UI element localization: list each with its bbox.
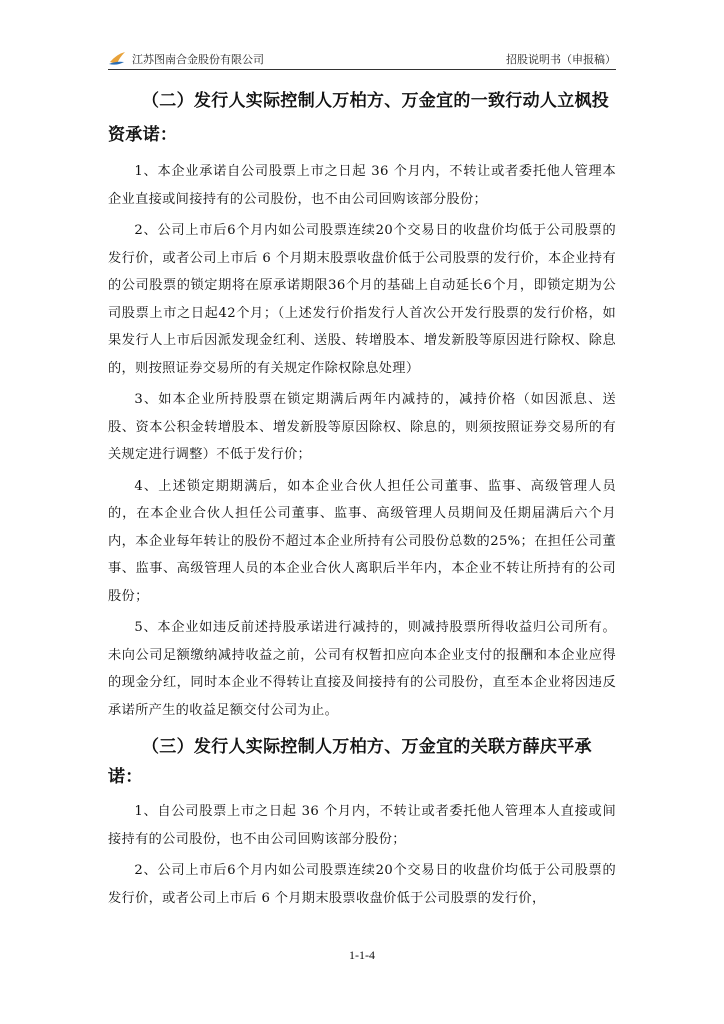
page-number: 1-1-4 [349,948,375,962]
page-content [108,84,616,912]
section-heading: （三）发行人实际控制人万柏方、万金宜的关联方薛庆平承诺： [108,737,592,787]
paragraph: 4、上述锁定期期满后，如本企业合伙人担任公司董事、监事、高级管理人员的，在本企业合伙人担任公司董事、监事、高级管理人员期间及任期届满后六个月内，本企业每年转让的股份不超过本企业所持有公司股份总数的25%；在担任公司董事、监事、高级管理人员的本企业合伙人离职后半年内，本企业不转让所持有的公司股份； [108,478,616,604]
paragraph: 1、自公司股票上市之日起 36 个月内，不转让或者委托他人管理本人直接或间接持有的公司股份，也不由公司回购该部分股份； [108,804,616,847]
document-type: 招股说明书（申报稿） [506,53,616,66]
paragraph: 2、公司上市后6个月内如公司股票连续20个交易日的收盘价均低于公司股票的发行价，或者公司上市后 6 个月期末股票收盘价低于公司股票的发行价， [108,863,616,906]
paragraph: 3、如本企业所持股票在锁定期满后两年内减持的，减持价格（如因派息、送股、资本公积金转增股本、增发新股等原因除权、除息的，则须按照证券交易所的有关规定进行调整）不低于发行价； [108,392,616,462]
company-name: 江苏图南合金股份有限公司 [132,53,264,66]
paragraph: 1、本企业承诺自公司股票上市之日起 36 个月内，不转让或者委托他人管理本企业直接或间接持有的公司股份，也不由公司回购该部分股份； [108,164,616,207]
page-header [108,47,616,70]
paragraph: 5、本企业如违反前述持股承诺进行减持的，则减持股票所得收益归公司所有。未向公司足额缴纳减持收益之前，公司有权暂扣应向本企业支付的报酬和本企业应得的现金分红，同时本企业不得转让直接及间接持有的公司股份，直至本企业将因违反承诺所产生的收益足额交付公司为止。 [108,620,616,718]
section-heading: （二）发行人实际控制人万柏方、万金宜的一致行动人立枫投资承诺： [108,91,610,145]
company-logo-icon [108,50,126,66]
paragraph: 2、公司上市后6个月内如公司股票连续20个交易日的收盘价均低于公司股票的发行价，或者公司上市后 6 个月期末股票收盘价低于公司股票的发行价，本企业持有的公司股票的锁定期将在原承诺期限36个月的基础上自动延长6个月，即锁定期为公司股票上市之日起42个月；（上述发行价指发行人首次公开发行股票的发行价格，如果发行人上市后因派发现金红利、送股、转增股本、增发新股等原因进行除权、除息的，则按照证券交易所的有关规定作除权除息处理） [108,223,616,376]
